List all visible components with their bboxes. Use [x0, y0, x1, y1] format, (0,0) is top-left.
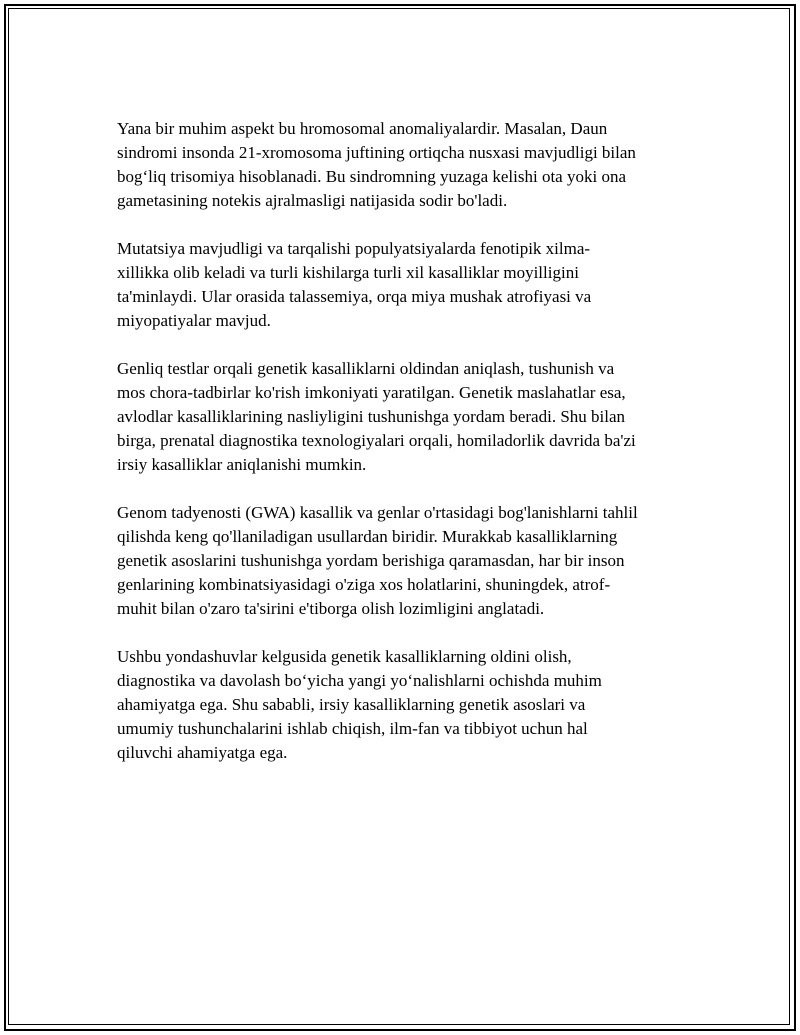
- paragraph-1: [117, 117, 697, 213]
- text-line: diagnostika va davolash bo‘yicha yangi yo‘nalishlarni ochishda muhim: [117, 671, 602, 690]
- text-line: gametasining notekis ajralmasligi natijasida sodir bo'ladi.: [117, 191, 508, 210]
- text-line: irsiy kasalliklar aniqlanishi mumkin.: [117, 455, 367, 474]
- text-line: mos chora-tadbirlar ko'rish imkoniyati yaratilgan. Genetik maslahatlar esa,: [117, 383, 626, 402]
- document-body: [117, 117, 697, 789]
- text-line: genlarining kombinatsiyasidagi o'ziga xos holatlarini, shuningdek, atrof-: [117, 575, 611, 594]
- text-line: birga, prenatal diagnostika texnologiyalari orqali, homiladorlik davrida ba'zi: [117, 431, 636, 450]
- text-line: Ushbu yondashuvlar kelgusida genetik kasalliklarning oldini olish,: [117, 647, 572, 666]
- text-line: genetik asoslarini tushunishga yordam berishiga qaramasdan, har bir inson: [117, 551, 625, 570]
- text-line: ahamiyatga ega. Shu sababli, irsiy kasalliklarning genetik asoslari va: [117, 695, 586, 714]
- text-line: umumiy tushunchalarini ishlab chiqish, ilm-fan va tibbiyot uchun hal: [117, 719, 588, 738]
- text-line: ta'minlaydi. Ular orasida talassemiya, orqa miya mushak atrofiyasi va: [117, 287, 592, 306]
- text-line: Mutatsiya mavjudligi va tarqalishi populyatsiyalarda fenotipik xilma-: [117, 239, 591, 258]
- paragraph-3: [117, 357, 697, 477]
- text-line: Genliq testlar orqali genetik kasalliklarni oldindan aniqlash, tushunish va: [117, 359, 615, 378]
- text-line: Genom tadyenosti (GWA) kasallik va genlar o'rtasidagi bog'lanishlarni tahlil: [117, 503, 638, 522]
- paragraph-4: [117, 501, 697, 621]
- text-line: qiluvchi ahamiyatga ega.: [117, 743, 288, 762]
- text-line: avlodlar kasalliklarining nasliyligini tushunishga yordam beradi. Shu bilan: [117, 407, 626, 426]
- text-line: muhit bilan o'zaro ta'sirini e'tiborga olish lozimligini anglatadi.: [117, 599, 545, 618]
- text-line: Yana bir muhim aspekt bu hromosomal anomaliyalardir. Masalan, Daun: [117, 119, 608, 138]
- text-line: sindromi insonda 21-xromosoma juftining ortiqcha nusxasi mavjudligi bilan: [117, 143, 636, 162]
- text-line: xillikka olib keladi va turli kishilarga turli xil kasalliklar moyilligini: [117, 263, 579, 282]
- paragraph-5: [117, 645, 697, 765]
- text-line: miyopatiyalar mavjud.: [117, 311, 271, 330]
- text-line: bog‘liq trisomiya hisoblanadi. Bu sindromning yuzaga kelishi ota yoki ona: [117, 167, 626, 186]
- text-line: qilishda keng qo'llaniladigan usullardan biridir. Murakkab kasalliklarning: [117, 527, 618, 546]
- paragraph-2: [117, 237, 697, 333]
